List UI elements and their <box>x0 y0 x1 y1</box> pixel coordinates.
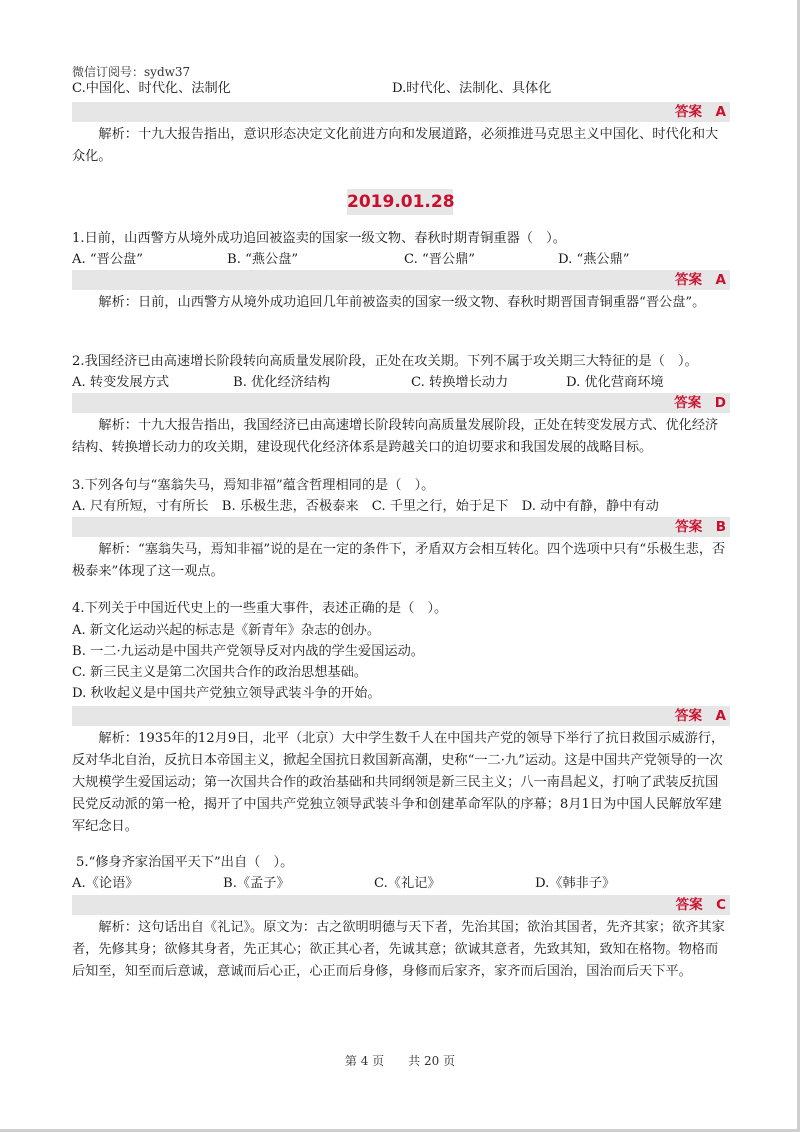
option-d: D. 秋收起义是中国共产党独立领导武装斗争的开始。 <box>72 686 381 701</box>
question-stem: 2.我国经济已由高速增长阶段转向高质量发展阶段，正处在攻关期。下列不属于攻关期三大特征的是（ ）。 <box>72 354 698 369</box>
answer-label: 答案 A <box>675 708 726 724</box>
explanation: 解析：十九大报告指出，意识形态决定文化前进方向和发展道路，必须推进马克思主义中国化、时代化和大众化。 <box>72 127 719 164</box>
date-heading <box>347 189 453 215</box>
option-d: D. 优化营商环境 <box>566 375 664 390</box>
option-b: B. 一二·九运动是中国共产党领导反对内战的学生爱国运动。 <box>72 644 424 659</box>
option-a: A. “晋公盘” <box>72 252 143 267</box>
option-b: B.《孟子》 <box>223 876 290 891</box>
answer-bar <box>72 895 730 915</box>
option-b: B. 优化经济结构 <box>233 375 331 390</box>
answer-label: 答案 A <box>675 272 726 288</box>
option-a: A. 转变发展方式 <box>72 375 170 390</box>
question-stem: 5.“修身齐家治国平天下”出自（ ）。 <box>76 855 294 870</box>
explanation: 解析：十九大报告指出，我国经济已由高速增长阶段转向高质量发展阶段，正处在转变发展方式、优化经济结构、转换增长动力的攻关期，建设现代化经济体系是跨越关口的迫切要求和我国发展的战略目标。 <box>72 418 719 455</box>
page-footer: 第 4 页 共 20 页 <box>344 1054 456 1068</box>
answer-bar <box>72 102 730 122</box>
answer-label: 答案 C <box>675 897 726 913</box>
explanation: 解析：日前，山西警方从境外成功追回几年前被盗卖的国家一级文物、春秋时期晋国青铜重器“晋公盘”。 <box>98 295 706 310</box>
option-a: A.《论语》 <box>72 876 139 891</box>
explanation: 解析：“塞翁失马，焉知非福”说的是在一定的条件下，矛盾双方会相互转化。四个选项中只有“乐极生悲，否极泰来”体现了这一观点。 <box>72 542 726 579</box>
answer-bar <box>72 517 730 537</box>
option-d: D.《韩非子》 <box>535 876 616 891</box>
option-d: D.时代化、法制化、具体化 <box>392 81 552 96</box>
answer-label: 答案 A <box>675 104 726 120</box>
option-c: C.中国化、时代化、法制化 <box>72 81 231 96</box>
answer-label: 答案 B <box>675 519 726 535</box>
options-line: A. 尺有所短，寸有所长 B. 乐极生悲，否极泰来 C. 千里之行，始于足下 D. 动中有静，静中有动 <box>72 499 659 514</box>
answer-bar <box>72 393 730 413</box>
answer-bar <box>72 706 730 726</box>
option-a: A. 新文化运动兴起的标志是《新青年》杂志的创办。 <box>72 623 381 638</box>
answer-bar <box>72 270 730 290</box>
explanation: 解析：这句话出自《礼记》。原文为：古之欲明明德与天下者，先治其国；欲治其国者，先齐其家；欲齐其家者，先修其身；欲修其身者，先正其心；欲正其心者，先诚其意；欲诚其意者，先致其知，致知在格物。物格而后知至，知至而后意诚，意诚而后心正，心正而后身修，身修而后家齐，家齐而后国治，国治而后天下平。 <box>72 920 725 979</box>
header-note: 微信订阅号：sydw37 <box>72 65 191 79</box>
option-c: C. 新三民主义是第二次国共合作的政治思想基础。 <box>72 665 367 680</box>
answer-label: 答案 D <box>674 395 726 411</box>
option-c: C.《礼记》 <box>374 876 441 891</box>
explanation: 解析：1935年的12月9日，北平（北京）大中学生数千人在中国共产党的领导下举行了抗日救国示威游行，反对华北自治，反抗日本帝国主义，掀起全国抗日救国新高潮，史称“一二·九”运动。这是中国共产党领导的一次大规模学生爱国运动；第一次国共合作的政治基础和共同纲领是新三民主义；八一南昌起义，打响了武装反抗国民党反动派的第一枪，揭开了中国共产党独立领导武装斗争和创建革命军队的序幕；8月1日为中国人民解放军建军纪念日。 <box>72 731 725 834</box>
option-d: D. “燕公鼎” <box>558 252 630 267</box>
option-b: B. “燕公盘” <box>227 252 299 267</box>
date-text: 2019.01.28 <box>347 192 455 212</box>
question-stem: 3.下列各句与“塞翁失马，焉知非福”蕴含哲理相同的是（ ）。 <box>72 478 435 493</box>
question-stem: 4.下列关于中国近代史上的一些重大事件，表述正确的是（ ）。 <box>72 601 448 616</box>
option-c: C. “晋公鼎” <box>404 252 476 267</box>
question-stem: 1.日前，山西警方从境外成功追回被盗卖的国家一级文物、春秋时期青铜重器（ ）。 <box>72 231 566 246</box>
option-c: C. 转换增长动力 <box>411 375 509 390</box>
